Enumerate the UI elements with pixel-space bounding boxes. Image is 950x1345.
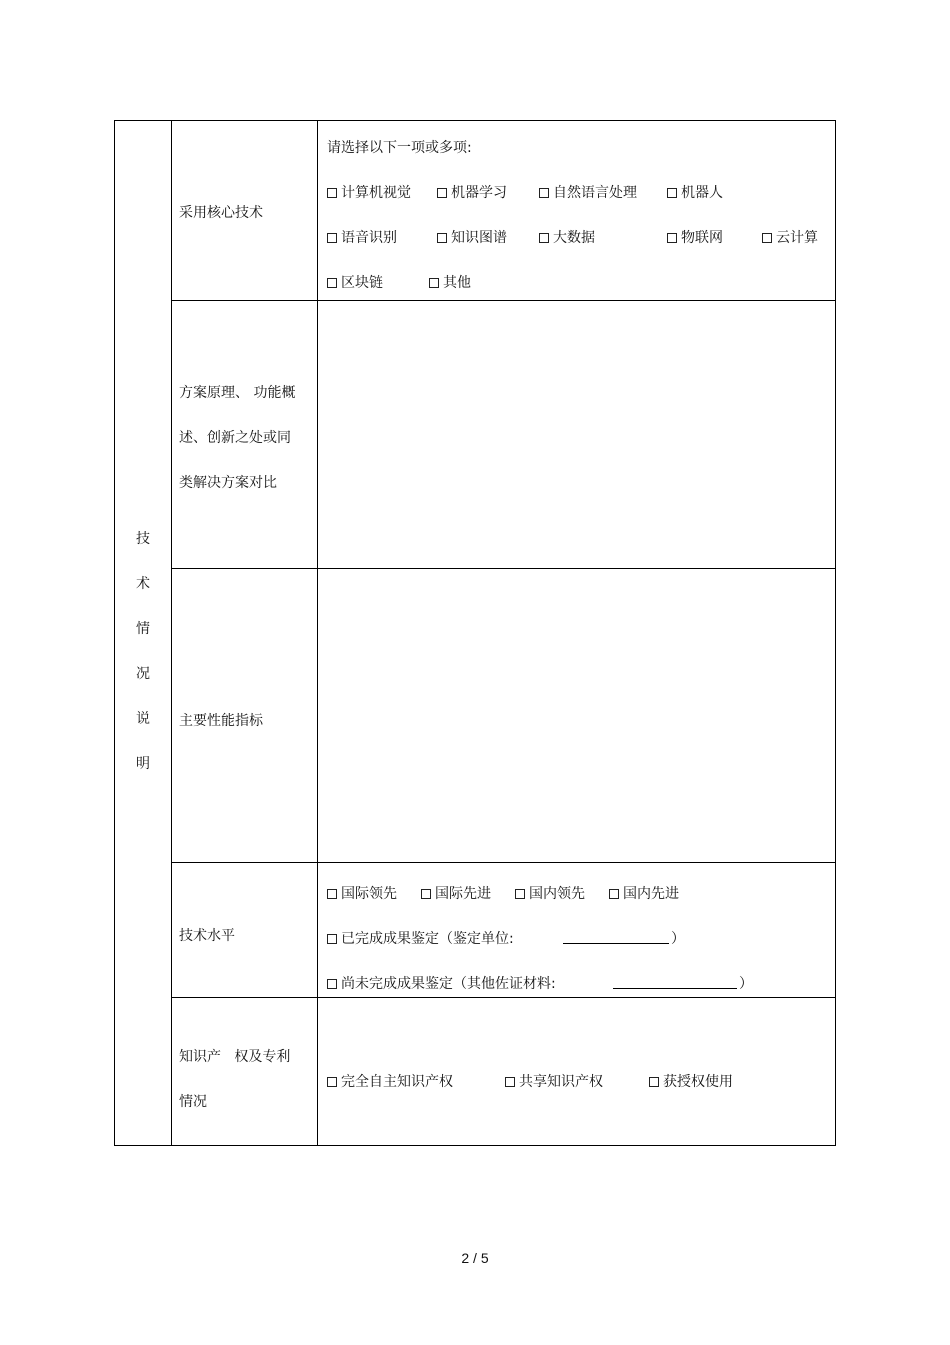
checkbox-icon[interactable] [667, 233, 677, 243]
solution-label-line: 述、创新之处或同 [179, 430, 291, 446]
tech-level-label: 技术水平 [179, 928, 235, 944]
option-cloud-computing[interactable]: 云计算 [762, 228, 818, 248]
core-tech-options-line-2 [327, 228, 837, 248]
section-char: 情 [136, 621, 150, 637]
core-tech-options-line-3 [327, 273, 527, 293]
checkbox-icon[interactable] [327, 233, 337, 243]
not-appraised-line [327, 974, 767, 994]
checkbox-icon[interactable] [327, 979, 337, 989]
checkbox-icon[interactable] [539, 188, 549, 198]
close-paren: ） [739, 976, 753, 992]
option-appraised[interactable]: 已完成成果鉴定（鉴定单位: [327, 929, 514, 949]
solution-label [179, 371, 309, 506]
option-licensed-use[interactable]: 获授权使用 [649, 1072, 733, 1092]
checkbox-icon[interactable] [327, 889, 337, 899]
checkbox-icon[interactable] [609, 889, 619, 899]
core-tech-prompt: 请选择以下一项或多项: [327, 140, 472, 156]
column-divider-1 [171, 121, 172, 1145]
ip-label [179, 1035, 309, 1125]
option-robotics[interactable]: 机器人 [667, 183, 723, 203]
option-machine-learning[interactable]: 机器学习 [437, 183, 507, 203]
checkbox-icon[interactable] [327, 934, 337, 944]
option-intl-leading[interactable]: 国际领先 [327, 884, 397, 904]
checkbox-icon[interactable] [515, 889, 525, 899]
column-divider-2 [317, 121, 318, 1145]
option-computer-vision[interactable]: 计算机视觉 [327, 183, 411, 203]
option-shared-ip[interactable]: 共享知识产权 [505, 1072, 603, 1092]
close-paren: ） [671, 931, 685, 947]
ip-label-line: 知识产 权及专利 [179, 1049, 291, 1065]
section-char: 术 [136, 576, 150, 592]
option-domestic-leading[interactable]: 国内领先 [515, 884, 585, 904]
section-char: 说 [136, 711, 150, 727]
checkbox-icon[interactable] [667, 188, 677, 198]
option-big-data[interactable]: 大数据 [539, 228, 595, 248]
option-not-appraised[interactable]: 尚未完成成果鉴定（其他佐证材料: [327, 974, 556, 994]
core-tech-label: 采用核心技术 [179, 205, 263, 221]
tech-level-content [327, 863, 835, 997]
solution-label-line: 方案原理、 功能概 [179, 385, 296, 401]
section-label-tech-description [115, 517, 171, 787]
solution-input-area[interactable] [327, 301, 835, 568]
checkbox-icon[interactable] [437, 233, 447, 243]
checkbox-icon[interactable] [327, 188, 337, 198]
tech-level-options [327, 884, 707, 904]
checkbox-icon[interactable] [327, 1077, 337, 1087]
checkbox-icon[interactable] [649, 1077, 659, 1087]
section-char: 技 [136, 531, 150, 547]
ip-label-line: 情况 [179, 1094, 207, 1110]
option-speech-recognition[interactable]: 语音识别 [327, 228, 397, 248]
appraisal-unit-field[interactable] [563, 929, 669, 944]
page-number: 2 / 5 [461, 1250, 489, 1266]
performance-input-area[interactable] [327, 569, 835, 862]
option-fully-owned-ip[interactable]: 完全自主知识产权 [327, 1072, 453, 1092]
option-other[interactable]: 其他 [429, 273, 471, 293]
supporting-material-field[interactable] [613, 974, 737, 989]
section-char: 明 [136, 756, 150, 772]
checkbox-icon[interactable] [539, 233, 549, 243]
option-domestic-advanced[interactable]: 国内先进 [609, 884, 679, 904]
core-tech-options-line-1 [327, 183, 847, 203]
section-char: 况 [136, 666, 150, 682]
option-blockchain[interactable]: 区块链 [327, 273, 383, 293]
checkbox-icon[interactable] [505, 1077, 515, 1087]
performance-label: 主要性能指标 [179, 713, 263, 729]
solution-label-line: 类解决方案对比 [179, 475, 277, 491]
checkbox-icon[interactable] [421, 889, 431, 899]
tech-info-form [114, 120, 836, 1146]
ip-options [327, 1072, 767, 1092]
checkbox-icon[interactable] [327, 278, 337, 288]
option-nlp[interactable]: 自然语言处理 [539, 183, 637, 203]
ip-content [327, 998, 835, 1147]
checkbox-icon[interactable] [429, 278, 439, 288]
option-knowledge-graph[interactable]: 知识图谱 [437, 228, 507, 248]
option-iot[interactable]: 物联网 [667, 228, 723, 248]
checkbox-icon[interactable] [437, 188, 447, 198]
core-tech-content [327, 121, 835, 300]
option-intl-advanced[interactable]: 国际先进 [421, 884, 491, 904]
appraised-line [327, 929, 747, 949]
checkbox-icon[interactable] [762, 233, 772, 243]
